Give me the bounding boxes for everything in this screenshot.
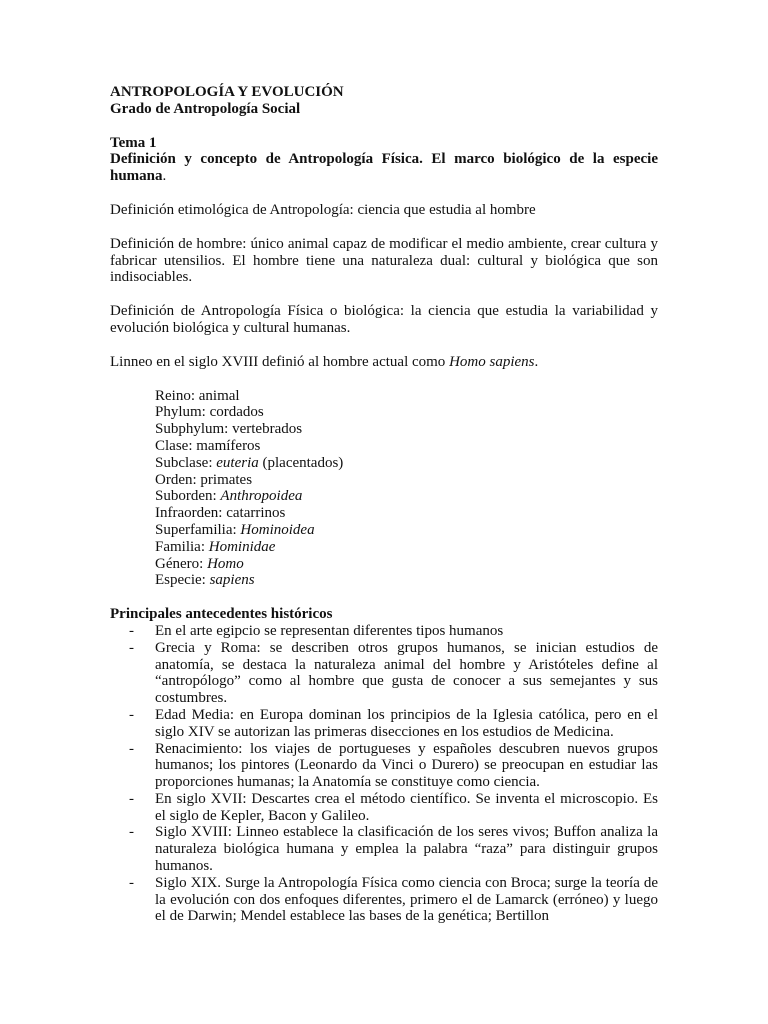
course-title: ANTROPOLOGÍA Y EVOLUCIÓN [110, 84, 344, 100]
topic-title: Definición y concepto de Antropología Física. El marco biológico de la especie humana. [110, 151, 658, 185]
taxonomy-item [155, 388, 658, 405]
taxonomy-value: mamíferos [196, 437, 261, 454]
taxonomy-rank: Suborden: [155, 488, 221, 505]
taxonomy-value: Hominoidea [240, 521, 315, 538]
document-page [110, 84, 658, 925]
taxonomy-rank: Clase: [155, 437, 197, 454]
history-item-text: Siglo XIX. Surge la Antropología Física como ciencia con Broca; surge la teoría de la evolución con dos enfoques diferentes, primero el de Lamarck (erróneo) y luego el de Darwin; Mendel establece las bases de la genética; Bertillon [155, 874, 658, 925]
taxonomy-value: Anthropoidea [220, 488, 303, 505]
man-definition: Definición de hombre: único animal capaz de modificar el medio ambiente, crear cultura y fabricar utensilios. El hombre tiene una naturaleza dual: cultural y biológica que son indisociables. [110, 235, 658, 286]
taxonomy-suffix: (placentados) [258, 454, 344, 471]
degree-name: Grado de Antropología Social [110, 100, 301, 117]
dash-bullet: - [129, 790, 134, 807]
history-item [110, 875, 658, 925]
taxonomy-rank: Familia: [155, 538, 209, 555]
taxonomy-value: vertebrados [232, 421, 303, 438]
taxonomy-rank: Orden: [155, 471, 201, 488]
taxonomy-item [155, 421, 658, 438]
history-item [110, 824, 658, 874]
taxonomy-value: Hominidae [208, 538, 276, 555]
dash-bullet: - [129, 740, 134, 757]
taxonomy-rank: Reino: [155, 387, 199, 404]
dash-bullet: - [129, 639, 134, 656]
taxonomy-rank: Phylum: [155, 404, 210, 421]
history-item [110, 640, 658, 707]
taxonomy-value: primates [200, 471, 253, 488]
dash-bullet: - [129, 874, 134, 891]
history-item-text: Grecia y Roma: se describen otros grupos humanos, se inician estudios de anatomía, se destaca la naturaleza animal del hombre y Aristóteles define al “antropólogo” como al hombre que gusta de conocer a sus semejantes y sus costumbres. [155, 639, 658, 707]
taxonomy-value: euteria [216, 454, 259, 471]
history-item-text: Renacimiento: los viajes de portugueses y españoles descubren nuevos grupos humanos; los pintores (Leonardo da Vinci o Durero) se preocupan en estudiar las proporciones humanas; la Anatomía se constituye como ciencia. [155, 740, 658, 791]
linnaeus-statement: Linneo en el siglo XVIII definió al hombre actual como Homo sapiens. [110, 353, 539, 370]
taxonomy-rank: Especie: [155, 572, 210, 589]
taxonomy-rank: Subclase: [155, 454, 217, 471]
taxonomy-value: cordados [209, 404, 264, 421]
history-item-text: En siglo XVII: Descartes crea el método científico. Se inventa el microscopio. Es el siglo de Kepler, Bacon y Galileo. [155, 790, 658, 824]
history-item [110, 741, 658, 791]
dash-bullet: - [129, 824, 134, 841]
etymological-definition: Definición etimológica de Antropología: ciencia que estudia al hombre [110, 201, 536, 218]
taxonomy-item [155, 488, 658, 505]
taxonomy-list [155, 388, 658, 590]
taxonomy-item [155, 522, 658, 539]
taxonomy-rank: Género: [155, 555, 208, 572]
history-item [110, 791, 658, 825]
taxonomy-item [155, 455, 658, 472]
taxonomy-item [155, 438, 658, 455]
taxonomy-rank: Subphylum: [155, 421, 233, 438]
dash-bullet: - [129, 706, 134, 723]
topic-label: Tema 1 [110, 134, 157, 151]
taxonomy-item [155, 472, 658, 489]
history-heading: Principales antecedentes históricos [110, 606, 333, 623]
physical-anthropology-definition: Definición de Antropología Física o biológica: la ciencia que estudia la variabilidad y evolución biológica y cultural humanas. [110, 303, 658, 336]
taxonomy-value: catarrinos [226, 505, 286, 522]
taxonomy-rank: Superfamilia: [155, 521, 241, 538]
taxonomy-value: animal [198, 387, 240, 404]
history-list [110, 623, 658, 925]
history-item-text: Siglo XVIII: Linneo establece la clasificación de los seres vivos; Buffon analiza la naturaleza biológica humana y emplea la palabra “raza” para distinguir grupos humanos. [155, 824, 658, 875]
history-item-text: Edad Media: en Europa dominan los principios de la Iglesia católica, pero en el siglo XIV se autorizan las primeras disecciones en los estudios de Medicina. [155, 706, 658, 740]
taxonomy-item [155, 572, 658, 589]
taxonomy-rank: Infraorden: [155, 505, 227, 522]
history-item-text: En el arte egipcio se representan diferentes tipos humanos [155, 622, 504, 639]
taxonomy-value: sapiens [209, 572, 255, 589]
history-item [110, 623, 658, 640]
dash-bullet: - [129, 622, 134, 639]
taxonomy-item [155, 505, 658, 522]
taxonomy-item [155, 404, 658, 421]
taxonomy-value: Homo [207, 555, 244, 572]
taxonomy-item [155, 539, 658, 556]
history-item [110, 707, 658, 741]
taxonomy-item [155, 556, 658, 573]
